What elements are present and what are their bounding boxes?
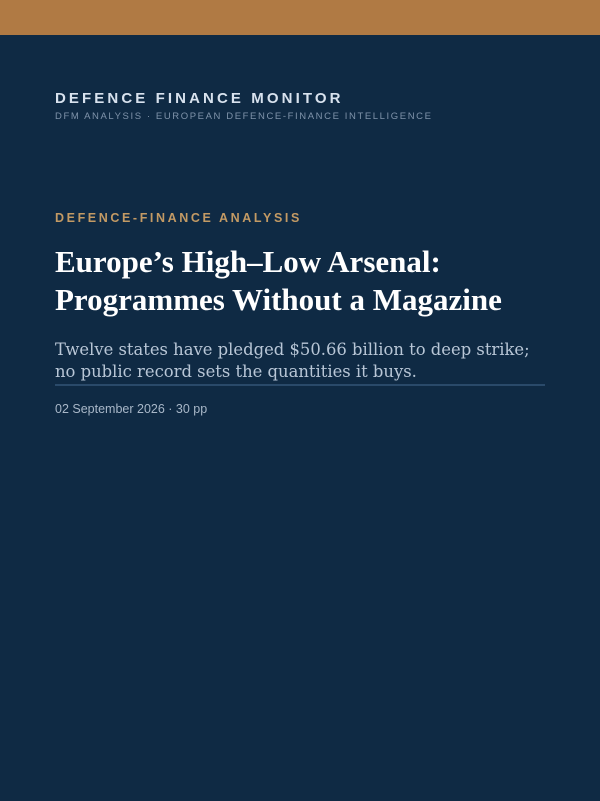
article-headline: Europe’s High–Low Arsenal: Programmes Without a Magazine	[55, 244, 502, 317]
masthead	[55, 90, 433, 123]
publication-subtitle: DFM ANALYSIS · EUROPEAN DEFENCE-FINANCE INTELLIGENCE	[55, 111, 433, 122]
article-dek: Twelve states have pledged $50.66 billion to deep strike; no public record sets the quantities it buys.	[55, 339, 545, 386]
top-accent-band	[0, 0, 600, 35]
publication-title: DEFENCE FINANCE MONITOR	[55, 90, 344, 107]
section-kicker: DEFENCE-FINANCE ANALYSIS	[55, 211, 302, 225]
article-header	[55, 211, 545, 417]
article-meta: 02 September 2026 · 30 pp	[55, 402, 208, 416]
